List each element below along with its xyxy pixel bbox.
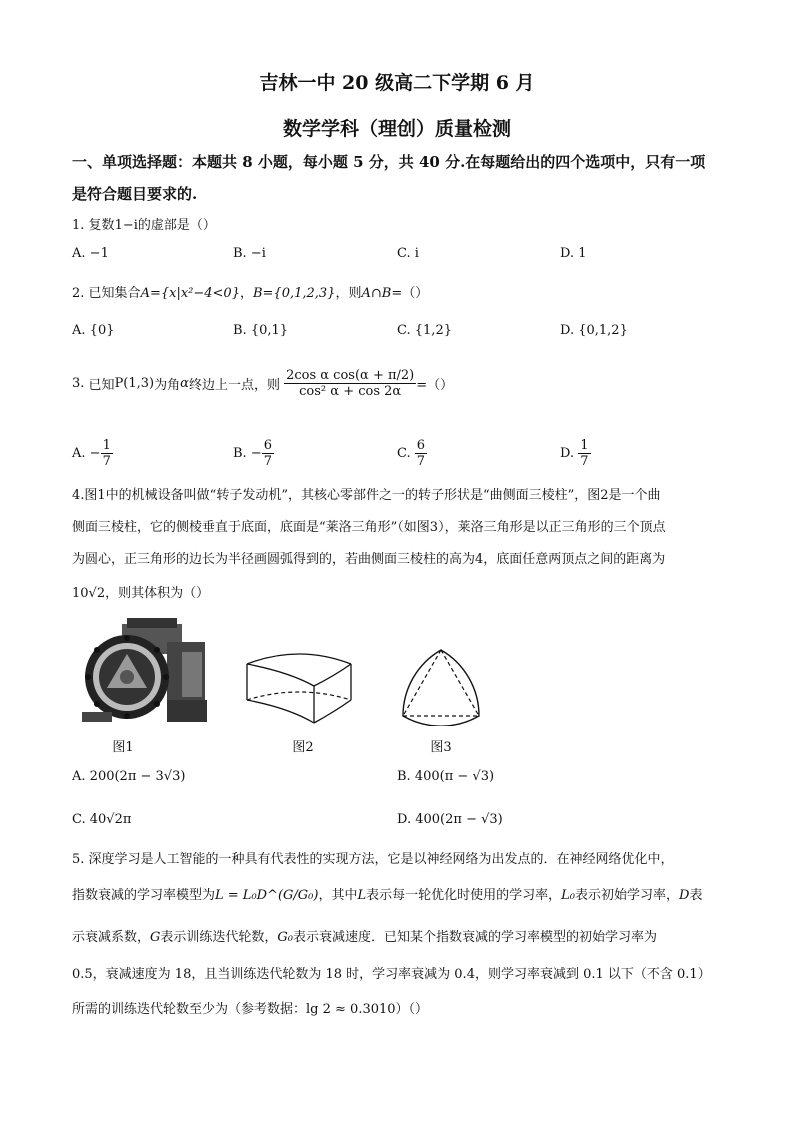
- q3-option-a[interactable]: A. − $\frac{1}{7}$: [72, 438, 111, 469]
- q1-option-d[interactable]: D. 1: [560, 246, 587, 261]
- q3-point: P(1,3): [114, 376, 155, 391]
- question-3: 3. 已知P(1,3)为角α终边上一点，则 $\frac{\text{2cos α cos(α + π/2)}}{\text{cos² α + cos 2α}}$ =（）: [72, 368, 454, 399]
- q1-number: 1.: [72, 218, 85, 233]
- q4-option-d[interactable]: D. 400(2π − √3): [397, 812, 503, 827]
- q2-option-c[interactable]: C. {1,2}: [397, 323, 452, 338]
- q2-set-a: A={x|x²−4<0}: [140, 286, 240, 301]
- q5-reference: lg 2 ≈ 0.3010: [306, 1002, 396, 1017]
- question-4: 4.图1中的机械设备叫做“转子发动机”，其核心零部件之一的转子形状是“曲侧面三棱柱”，图2是一个曲: [72, 488, 661, 503]
- q3-numerator: 2cos α cos(α + π/2): [286, 368, 415, 383]
- question-4-line2: 侧面三棱柱，它的侧棱垂直于底面，底面是“莱洛三角形”（如图3），莱洛三角形是以正三角形的三个顶点: [72, 520, 666, 535]
- figure-2-prism: [244, 650, 356, 726]
- q5-formula: L = L₀D^(G/G₀): [215, 888, 319, 903]
- question-2: 2. 已知集合A={x|x²−4<0}，B={0,1,2,3}，则A∩B=（）: [72, 286, 429, 301]
- question-4-line3: 为圆心，正三角形的边长为半径画圆弧得到的，若曲侧面三棱柱的高为4，底面任意两顶点之间的距离为: [72, 552, 666, 567]
- question-1: [72, 214, 216, 233]
- page-subtitle: 数学学科（理创）质量检测: [282, 118, 511, 140]
- q2-option-b[interactable]: B. {0,1}: [233, 323, 289, 338]
- question-4-line4: 10√2，则其体积为（）: [72, 586, 210, 601]
- figure-2-caption: 图2: [292, 740, 314, 755]
- q2-expression: A∩B: [361, 286, 392, 301]
- q1-option-a[interactable]: A. −1: [72, 246, 109, 261]
- figure-3-reuleaux-triangle: [398, 646, 484, 726]
- question-5-line4: 0.5，衰减速度为 18，且当训练迭代轮数为 18 时，学习率衰减为 0.4，则学习率衰减到 0.1 以下（不含 0.1）: [72, 967, 711, 982]
- q1-text-pre: 复数: [88, 218, 115, 233]
- q4-option-b[interactable]: B. 400(π − √3): [397, 769, 495, 784]
- q2-option-a[interactable]: A. {0}: [72, 323, 115, 338]
- q4-distance: 10√2: [72, 586, 106, 601]
- page-title: 吉林一中 20 级高二下学期 6 月: [259, 72, 535, 94]
- question-5: 5. 深度学习是人工智能的一种具有代表性的实现方法，它是以神经网络为出发点的．在神经网络优化中，: [72, 852, 674, 867]
- q3-option-b[interactable]: B. − $\frac{6}{7}$: [233, 438, 273, 469]
- figure-3-caption: 图3: [430, 740, 452, 755]
- section-heading: 一、单项选择题：本题共 8 小题，每小题 5 分，共 40 分.在每题给出的四个选项中，只有一项: [72, 153, 706, 171]
- q4-option-a[interactable]: A. 200(2π − 3√3): [72, 769, 186, 784]
- q1-text-post: 的虚部是（）: [137, 218, 216, 233]
- q3-option-c[interactable]: C. $\frac{6}{7}$: [397, 438, 426, 469]
- question-5-line2: 指数衰减的学习率模型为L = L₀D^(G/G₀)，其中L表示每一轮优化时使用的学习率，L₀表示初始学习率，D表: [72, 888, 703, 903]
- q1-expression: 1−i: [114, 218, 138, 233]
- question-5-line3: 示衰减系数，G表示训练迭代轮数，G₀表示衰减速度．已知某个指数衰减的学习率模型的初始学习率为: [72, 930, 658, 945]
- q3-angle: α: [180, 376, 189, 391]
- question-5-line5: 所需的训练迭代轮数至少为（参考数据：lg 2 ≈ 0.3010）（）: [72, 1002, 429, 1017]
- q3-option-d[interactable]: D. $\frac{1}{7}$: [560, 438, 589, 469]
- q3-denominator: cos² α + cos 2α: [299, 384, 402, 399]
- q1-option-b[interactable]: B. −i: [233, 246, 266, 261]
- q3-fraction: [284, 368, 416, 399]
- q2-option-d[interactable]: D. {0,1,2}: [560, 323, 628, 338]
- figure-1-caption: 图1: [112, 740, 134, 755]
- figure-1-engine: [72, 612, 212, 730]
- q2-set-b: B={0,1,2,3}: [252, 286, 336, 301]
- section-heading-cont: 是符合题目要求的.: [72, 185, 198, 203]
- q4-option-c[interactable]: C. 40√2π: [72, 812, 132, 827]
- q1-option-c[interactable]: C. i: [397, 246, 419, 261]
